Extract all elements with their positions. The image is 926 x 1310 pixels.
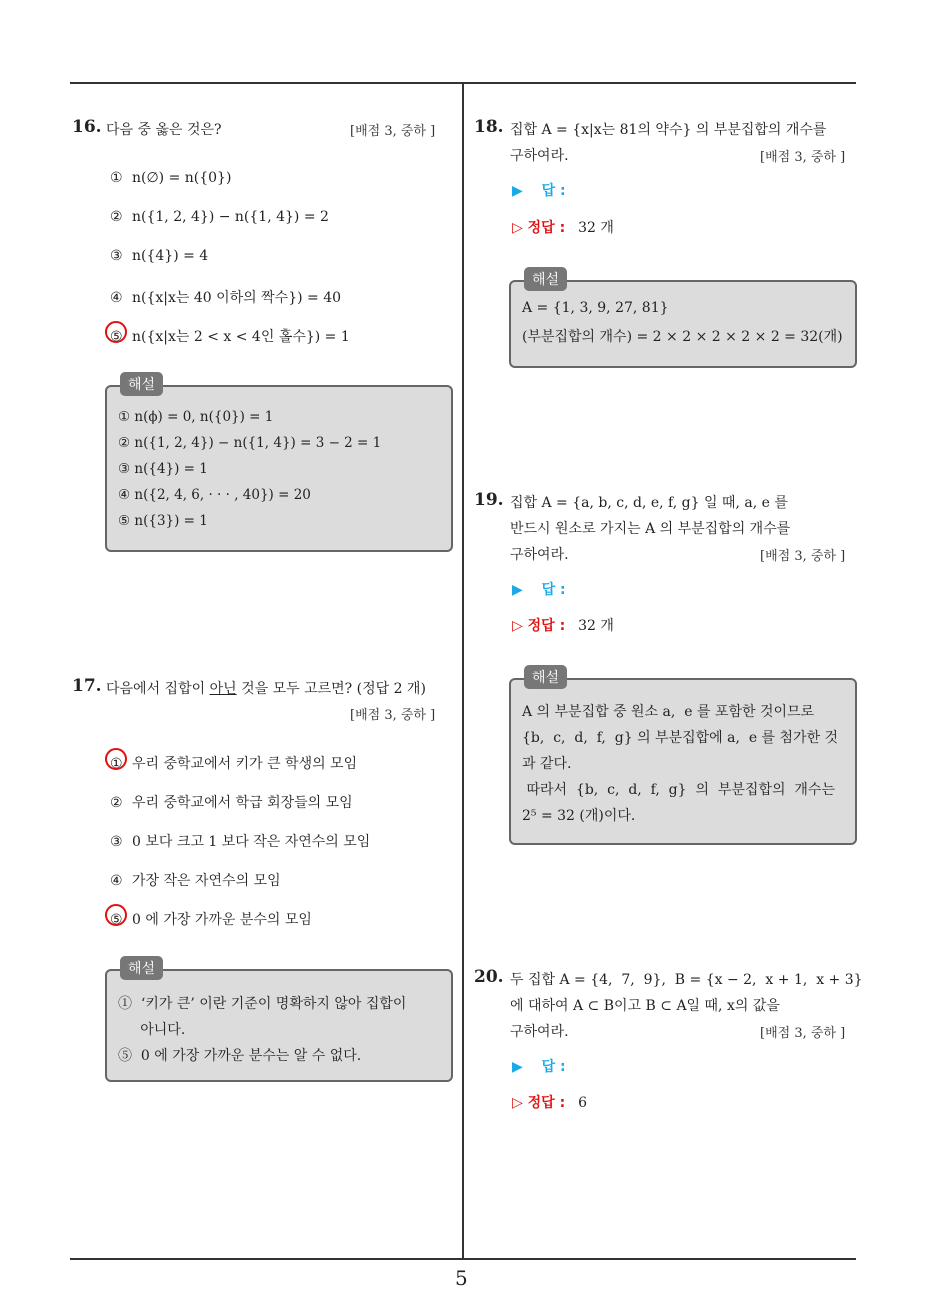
- q20-answer-field[interactable]: ▶ 답 :: [512, 1059, 566, 1075]
- q16-option-1[interactable]: ① n(∅) = n({0}): [110, 170, 232, 186]
- outline-play-icon: ▷: [512, 220, 523, 236]
- q16-selected-circle: [105, 321, 127, 343]
- q17-option-3[interactable]: ③ 0 보다 크고 1 보다 작은 자연수의 모임: [110, 834, 371, 850]
- q16-solution-line: ⑤ n({3}) = 1: [118, 513, 208, 529]
- column-divider: [462, 83, 464, 1259]
- q17-solution-line: ① ‘키가 큰’ 이란 기준이 명확하지 않아 집합이: [118, 996, 407, 1012]
- q19-correct-answer: ▷ 정답 : 32 개: [512, 618, 614, 634]
- q17-option-5[interactable]: ⑤ 0 에 가장 가까운 분수의 모임: [110, 912, 312, 928]
- q17-option-1[interactable]: ① 우리 중학교에서 키가 큰 학생의 모임: [110, 756, 358, 772]
- question-16-number: 16.: [72, 117, 102, 137]
- question-18-line-1: 집합 A = {x|x는 81의 약수} 의 부분집합의 개수를: [510, 122, 827, 138]
- q18-solution-tag: 해설: [524, 267, 567, 291]
- q16-solution-tag: 해설: [120, 372, 163, 396]
- question-18-number: 18.: [474, 117, 504, 137]
- q16-option-5[interactable]: ⑤ n({x|x는 2 < x < 4인 홀수}) = 1: [110, 329, 350, 345]
- q19-solution-tag: 해설: [524, 665, 567, 689]
- q18-solution-box: [509, 280, 857, 368]
- question-16-meta: [배점 3, 중하 ]: [350, 124, 436, 139]
- q16-solution-line: ① n(ϕ) = 0, n({0}) = 1: [118, 409, 274, 425]
- question-19-line-2: 반드시 원소로 가지는 A 의 부분집합의 개수를: [510, 521, 791, 537]
- q16-solution-line: ③ n({4}) = 1: [118, 461, 208, 477]
- q18-correct-answer: ▷ 정답 : 32 개: [512, 220, 614, 236]
- q16-solution-line: ④ n({2, 4, 6, · · · , 40}) = 20: [118, 487, 311, 503]
- question-16-text: 다음 중 옳은 것은?: [106, 122, 222, 138]
- q19-solution-line: A 의 부분집합 중 원소 a, e 를 포함한 것이므로: [522, 704, 815, 720]
- question-19-line-1: 집합 A = {a, b, c, d, e, f, g} 일 때, a, e 를: [510, 495, 788, 511]
- question-19-meta: [배점 3, 중하 ]: [760, 549, 846, 564]
- question-18-line-2: 구하여라.: [510, 148, 569, 164]
- underlined-word: 아닌: [209, 681, 237, 697]
- question-17-meta: [배점 3, 중하 ]: [350, 708, 436, 723]
- question-20-number: 20.: [474, 967, 504, 987]
- question-19-line-3: 구하여라.: [510, 547, 569, 563]
- q17-option-2[interactable]: ② 우리 중학교에서 학급 회장들의 모임: [110, 795, 353, 811]
- outline-play-icon: ▷: [512, 1095, 523, 1111]
- q18-solution-line: (부분집합의 개수) = 2 × 2 × 2 × 2 × 2 = 32(개): [522, 329, 843, 345]
- q17-selected-circle-1: [105, 748, 127, 770]
- question-17-text: 다음에서 집합이 아닌 것을 모두 고르면? (정답 2 개): [106, 681, 426, 697]
- page-number: 5: [455, 1266, 468, 1290]
- q19-solution-line: 따라서 {b, c, d, f, g} 의 부분집합의 개수는: [522, 782, 835, 798]
- question-17-number: 17.: [72, 676, 102, 696]
- q17-selected-circle-5: [105, 904, 127, 926]
- q17-solution-line: 아니다.: [118, 1022, 186, 1038]
- q17-option-4[interactable]: ④ 가장 작은 자연수의 모임: [110, 873, 281, 889]
- q16-option-3[interactable]: ③ n({4}) = 4: [110, 248, 209, 264]
- play-icon: ▶: [512, 582, 523, 598]
- q17-solution-tag: 해설: [120, 956, 163, 980]
- q18-solution-line: A = {1, 3, 9, 27, 81}: [522, 300, 669, 316]
- q17-solution-line: ⑤ 0 에 가장 가까운 분수는 알 수 없다.: [118, 1048, 362, 1064]
- q18-answer-field[interactable]: ▶ 답 :: [512, 183, 566, 199]
- q19-solution-line: 과 같다.: [522, 756, 572, 772]
- q19-solution-line: {b, c, d, f, g} 의 부분집합에 a, e 를 첨가한 것: [522, 730, 839, 746]
- q16-solution-line: ② n({1, 2, 4}) − n({1, 4}) = 3 − 2 = 1: [118, 435, 382, 451]
- question-20-meta: [배점 3, 중하 ]: [760, 1026, 846, 1041]
- play-icon: ▶: [512, 183, 523, 199]
- q16-option-2[interactable]: ② n({1, 2, 4}) − n({1, 4}) = 2: [110, 209, 329, 225]
- question-18-meta: [배점 3, 중하 ]: [760, 150, 846, 165]
- question-20-line-2: 에 대하여 A ⊂ B이고 B ⊂ A일 때, x의 값을: [510, 998, 780, 1014]
- bottom-rule: [70, 1258, 856, 1260]
- question-20-line-1: 두 집합 A = {4, 7, 9}, B = {x − 2, x + 1, x + 3}: [510, 972, 863, 988]
- q16-option-4[interactable]: ④ n({x|x는 40 이하의 짝수}) = 40: [110, 290, 342, 306]
- q19-solution-line: 2⁵ = 32 (개)이다.: [522, 808, 636, 824]
- question-20-line-3: 구하여라.: [510, 1024, 569, 1040]
- question-19-number: 19.: [474, 490, 504, 510]
- outline-play-icon: ▷: [512, 618, 523, 634]
- q20-correct-answer: ▷ 정답 : 6: [512, 1095, 587, 1111]
- q19-answer-field[interactable]: ▶ 답 :: [512, 582, 566, 598]
- play-icon: ▶: [512, 1059, 523, 1075]
